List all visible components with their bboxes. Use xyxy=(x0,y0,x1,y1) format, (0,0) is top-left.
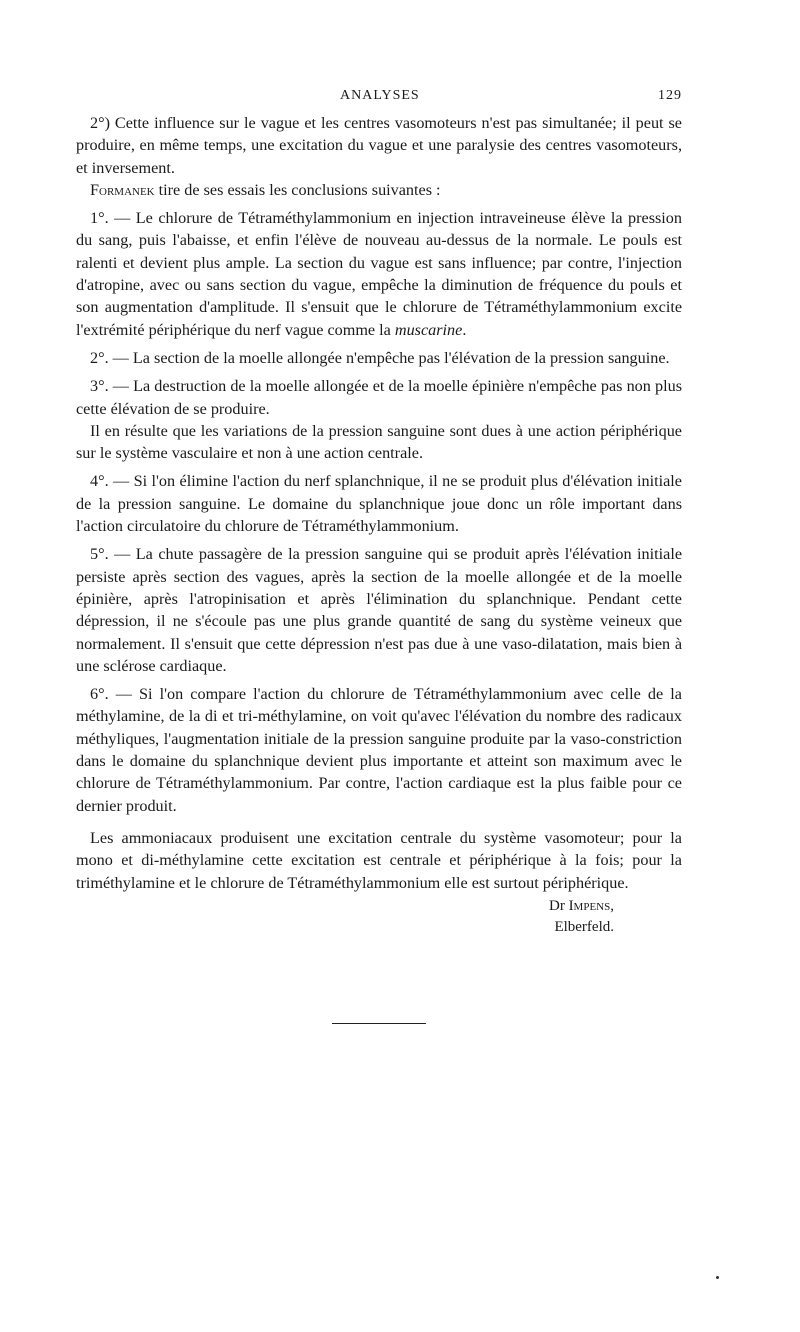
paragraph-conclusion-3: 3°. — La destruction de la moelle allongée et de la moelle épinière n'empêche pas non plus cette élévation de se produire. xyxy=(76,377,682,418)
paragraph-conclusion-1 xyxy=(76,207,682,341)
paragraph-result: Il en résulte que les variations de la pression sanguine sont dues à une action périphérique sur le système vasculaire et non à une action centrale. xyxy=(76,421,682,463)
paragraph-intro-point-2: 2°) Cette influence sur le vague et les centres vasomoteurs n'est pas simultanée; il peut se produire, en même temps, une excitation du vague et une paralysie des centres vasomoteurs, et inversement. xyxy=(76,114,682,177)
paragraph-conclusion-2: 2°. — La section de la moelle allongée n'empêche pas l'élévation de la pression sanguine. xyxy=(90,348,670,367)
signature-author xyxy=(76,896,614,917)
signature-place: Elberfeld. xyxy=(554,918,614,935)
running-head xyxy=(76,88,682,112)
section-end-rule xyxy=(332,1023,426,1024)
page-body xyxy=(76,88,682,938)
paragraph-conclusions-intro xyxy=(76,179,682,201)
muscarine-term: muscarine xyxy=(394,320,463,339)
conclusion-1-end: . xyxy=(462,320,467,339)
running-title: ANALYSES xyxy=(340,88,420,103)
paragraph-conclusions-intro-text: tire de ses essais les conclusions suivantes : xyxy=(154,180,441,199)
signature-prefix: Dr xyxy=(548,897,569,914)
conclusion-1-text: 1°. — Le chlorure de Tétraméthylammonium en injection intraveineuse élève la pression du sang, puis l'abaisse, et enfin l'élève de nouveau au-dessus de la normale. Le pouls est ralenti et devient plus ample. La section du vague est sans influence; par contre, l'injection d'atropine, avec ou sans section du vague, empêche la diminution de fréquence du pouls et son augmentation d'amplitude. Il s'ensuit que le chlorure de Tétraméthylammonium excite l'extrémité périphérique du nerf vague comme la xyxy=(76,209,682,339)
signature-name: Impens, xyxy=(568,897,614,914)
paragraph-conclusion-5: 5°. — La chute passagère de la pression sanguine qui se produit après l'élévation initiale persiste après section des vagues, après la section de la moelle allongée et de la moelle épinière, après l'atropinisation et après l'élimination du splanchnique. Pendant cette dépression, il ne s'écoule pas une plus grande quantité de sang du système veineux que normalement. Il s'ensuit que cette dépression n'est pas due à une vaso-dilatation, mais bien à une sclérose cardiaque. xyxy=(76,545,682,675)
page-number: 129 xyxy=(658,88,682,103)
author-name: Formanek xyxy=(90,180,155,199)
signature-block xyxy=(76,896,682,938)
paragraph-conclusion-4: 4°. — Si l'on élimine l'action du nerf splanchnique, il ne se produit plus d'élévation initiale de la pression sanguine. Le domaine du splanchnique joue donc un rôle important dans l'action circulatoire du chlorure de Tétraméthylammonium. xyxy=(76,472,682,536)
paragraph-conclusion-6: 6°. — Si l'on compare l'action du chlorure de Tétraméthylammonium avec celle de la méthylamine, de la di et tri-méthylamine, on voit qu'avec l'élévation du nombre des radicaux méthyliques, l'augmentation initiale de la pression sanguine produite par la vaso-constriction dans le domaine du splanchnique devient plus importante et atteint son maximum avec le chlorure de Tétraméthylammonium. Par contre, l'action cardiaque est la plus faible pour ce dernier produit. xyxy=(76,685,682,815)
scan-speck xyxy=(716,1276,719,1279)
paragraph-summary: Les ammoniacaux produisent une excitation centrale du système vasomoteur; pour la mono et di-méthylamine cette excitation est centrale et périphérique à la fois; pour la triméthylamine et le chlorure de Tétraméthylammonium elle est surtout périphérique. xyxy=(76,828,682,892)
